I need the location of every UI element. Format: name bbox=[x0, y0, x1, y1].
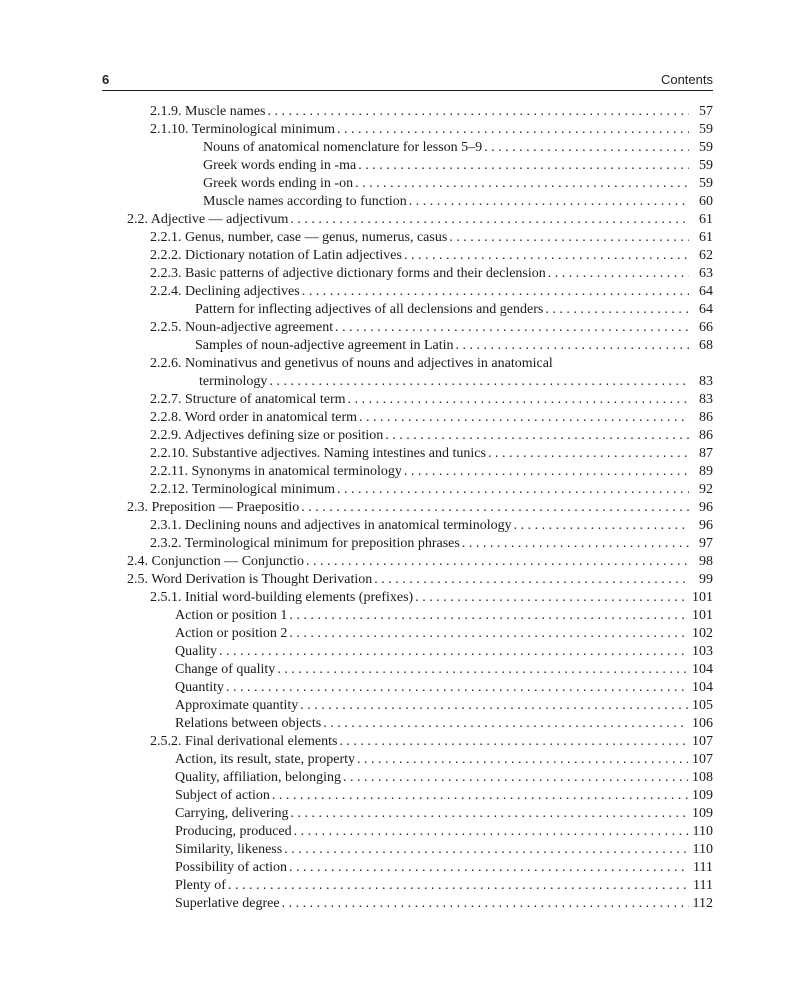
dot-leader bbox=[548, 266, 689, 282]
toc-entry[interactable] bbox=[175, 788, 713, 806]
dot-leader bbox=[456, 338, 689, 354]
toc-entry-page: 92 bbox=[699, 482, 713, 497]
toc-entry[interactable] bbox=[175, 806, 713, 824]
toc-entry[interactable] bbox=[195, 302, 713, 320]
toc-entry-title: 2.5.2. Final derivational elements bbox=[150, 734, 338, 749]
toc-entry[interactable] bbox=[127, 500, 713, 518]
toc-entry[interactable] bbox=[175, 752, 713, 770]
toc-entry[interactable] bbox=[150, 104, 713, 122]
toc-entry[interactable] bbox=[175, 608, 713, 626]
dot-leader bbox=[289, 608, 688, 624]
toc-entry-page: 59 bbox=[699, 122, 713, 137]
toc-entry-page: 86 bbox=[699, 428, 713, 443]
dot-leader bbox=[358, 158, 689, 174]
toc-entry-page: 89 bbox=[699, 464, 713, 479]
toc-entry-title: Quality, affiliation, belonging bbox=[175, 770, 342, 785]
toc-entry[interactable] bbox=[175, 698, 713, 716]
toc-entry-title: 2.1.9. Muscle names bbox=[150, 104, 266, 119]
dot-leader bbox=[409, 194, 689, 210]
toc-entry-page: 59 bbox=[699, 158, 713, 173]
dot-leader bbox=[404, 464, 689, 480]
dot-leader bbox=[302, 284, 689, 300]
dot-leader bbox=[228, 878, 689, 894]
toc-entry-title: Greek words ending in -on bbox=[203, 176, 354, 191]
toc-entry[interactable] bbox=[175, 878, 713, 896]
toc-entry-page: 107 bbox=[692, 752, 713, 767]
toc-entry-title: terminology bbox=[199, 374, 268, 389]
running-title: Contents bbox=[660, 72, 713, 87]
dot-leader bbox=[337, 482, 689, 498]
toc-entry[interactable] bbox=[203, 176, 713, 194]
toc-entry[interactable] bbox=[175, 824, 713, 842]
dot-leader bbox=[219, 644, 688, 660]
toc-entry-title: Samples of noun-adjective agreement in Latin bbox=[195, 338, 454, 353]
toc-entry-page: 101 bbox=[692, 590, 713, 605]
toc-entry[interactable] bbox=[175, 716, 713, 734]
toc-entry-title: 2.5. Word Derivation is Thought Derivation bbox=[127, 572, 373, 587]
toc-entry-page: 99 bbox=[699, 572, 713, 587]
dot-leader bbox=[488, 446, 689, 462]
dot-leader bbox=[335, 320, 689, 336]
toc-entry-page: 59 bbox=[699, 176, 713, 191]
toc-entry-title: 2.2.10. Substantive adjectives. Naming intestines and tunics bbox=[150, 446, 486, 461]
toc-entry-page: 96 bbox=[699, 518, 713, 533]
toc-entry-page: 63 bbox=[699, 266, 713, 281]
dot-leader bbox=[282, 896, 689, 912]
page-header bbox=[102, 72, 713, 91]
toc-entry[interactable] bbox=[127, 572, 713, 590]
toc-entry[interactable] bbox=[150, 464, 713, 482]
toc-entry-page: 102 bbox=[692, 626, 713, 641]
toc-entry-title: Action or position 2 bbox=[175, 626, 288, 641]
toc-entry-page: 109 bbox=[692, 788, 713, 803]
dot-leader bbox=[514, 518, 689, 534]
dot-leader bbox=[484, 140, 689, 156]
toc-entry-title: 2.2.5. Noun-adjective agreement bbox=[150, 320, 334, 335]
toc-entry-title: 2.2.1. Genus, number, case — genus, numerus, casus bbox=[150, 230, 448, 245]
dot-leader bbox=[272, 788, 688, 804]
dot-leader bbox=[449, 230, 689, 246]
toc-entry-title: 2.3. Preposition — Praepositio bbox=[127, 500, 300, 515]
toc-entry-title: Greek words ending in -ma bbox=[203, 158, 357, 173]
toc-entry[interactable] bbox=[199, 374, 713, 392]
dot-leader bbox=[300, 698, 688, 714]
dot-leader bbox=[415, 590, 688, 606]
toc-entry[interactable] bbox=[175, 644, 713, 662]
toc-entry-page: 98 bbox=[699, 554, 713, 569]
toc-entry-page: 62 bbox=[699, 248, 713, 263]
toc-entry-title: 2.2.8. Word order in anatomical term bbox=[150, 410, 357, 425]
toc-entry-page: 108 bbox=[692, 770, 713, 785]
toc-entry-page: 86 bbox=[699, 410, 713, 425]
toc-entry-title: Action or position 1 bbox=[175, 608, 288, 623]
toc-entry-page: 60 bbox=[699, 194, 713, 209]
dot-leader bbox=[343, 770, 688, 786]
dot-leader bbox=[294, 824, 689, 840]
dot-leader bbox=[545, 302, 689, 318]
toc-entry[interactable] bbox=[150, 734, 713, 752]
toc-entry-title: Muscle names according to function bbox=[203, 194, 407, 209]
toc-entry-page: 110 bbox=[692, 842, 713, 857]
toc-entry-title: 2.3.1. Declining nouns and adjectives in anatomical terminology bbox=[150, 518, 512, 533]
dot-leader bbox=[291, 806, 688, 822]
toc-entry[interactable] bbox=[150, 428, 713, 446]
toc-entry-title: 2.2.12. Terminological minimum bbox=[150, 482, 336, 497]
toc-entry-page: 97 bbox=[699, 536, 713, 551]
toc-entry-page: 83 bbox=[699, 374, 713, 389]
toc-entry-page: 68 bbox=[699, 338, 713, 353]
toc-entry-title: Possibility of action bbox=[175, 860, 287, 875]
toc-entry-title: Pattern for inflecting adjectives of all declensions and genders bbox=[195, 302, 544, 317]
toc-entry-title: 2.5.1. Initial word-building elements (prefixes) bbox=[150, 590, 414, 605]
toc-entry-page: 112 bbox=[692, 896, 713, 911]
toc-entry-page: 64 bbox=[699, 284, 713, 299]
toc-entry[interactable] bbox=[150, 446, 713, 464]
toc-entry-title: 2.1.10. Terminological minimum bbox=[150, 122, 336, 137]
toc-entry-page: 107 bbox=[692, 734, 713, 749]
toc-entry-page: 57 bbox=[699, 104, 713, 119]
toc-entry-page: 66 bbox=[699, 320, 713, 335]
toc-entry-title: Relations between objects bbox=[175, 716, 322, 731]
toc-entry[interactable] bbox=[203, 140, 713, 158]
toc-entry-page: 87 bbox=[699, 446, 713, 461]
toc-entry[interactable] bbox=[150, 230, 713, 248]
dot-leader bbox=[289, 626, 688, 642]
dot-leader bbox=[374, 572, 689, 588]
toc-entry-title: 2.2.3. Basic patterns of adjective dictionary forms and their declension bbox=[150, 266, 546, 281]
dot-leader bbox=[226, 680, 688, 696]
toc-entry-title: 2.2.7. Structure of anatomical term bbox=[150, 392, 346, 407]
toc-entry[interactable] bbox=[150, 248, 713, 266]
dot-leader bbox=[339, 734, 688, 750]
toc-entry[interactable] bbox=[150, 284, 713, 302]
toc-entry[interactable] bbox=[150, 518, 713, 536]
dot-leader bbox=[348, 392, 689, 408]
toc-entry[interactable] bbox=[175, 896, 713, 914]
toc-entry[interactable] bbox=[150, 392, 713, 410]
toc-entry[interactable] bbox=[150, 122, 713, 140]
toc-entry-title: Superlative degree bbox=[175, 896, 280, 911]
toc-entry-page: 104 bbox=[692, 662, 713, 677]
toc-entry-page: 83 bbox=[699, 392, 713, 407]
toc-entry-page: 106 bbox=[692, 716, 713, 731]
toc-entry-title: Carrying, delivering bbox=[175, 806, 289, 821]
dot-leader bbox=[359, 410, 689, 426]
dot-leader bbox=[337, 122, 689, 138]
toc-entry[interactable] bbox=[150, 482, 713, 500]
toc-entry[interactable] bbox=[127, 554, 713, 572]
dot-leader bbox=[284, 842, 688, 858]
toc-entry[interactable] bbox=[175, 662, 713, 680]
toc-entry[interactable] bbox=[127, 212, 713, 230]
toc-entry[interactable] bbox=[195, 338, 713, 356]
toc-entry-page: 110 bbox=[692, 824, 713, 839]
toc-entry[interactable] bbox=[150, 356, 713, 374]
toc-entry-title: Nouns of anatomical nomenclature for lesson 5–9 bbox=[203, 140, 483, 155]
toc-entry-title: Quality bbox=[175, 644, 217, 659]
toc-entry-page: 61 bbox=[699, 212, 713, 227]
toc-entry[interactable] bbox=[175, 626, 713, 644]
toc-entry-title: 2.2. Adjective — adjectivum bbox=[127, 212, 289, 227]
toc-entry-title: Change of quality bbox=[175, 662, 276, 677]
toc-entry[interactable] bbox=[203, 158, 713, 176]
dot-leader bbox=[301, 500, 689, 516]
toc-entry-title: 2.2.6. Nominativus and genetivus of nouns and adjectives in anatomical bbox=[150, 356, 553, 371]
toc-entry-title: Quantity bbox=[175, 680, 224, 695]
toc-entry-page: 109 bbox=[692, 806, 713, 821]
dot-leader bbox=[306, 554, 689, 570]
toc-entry-title: 2.2.9. Adjectives defining size or position bbox=[150, 428, 384, 443]
toc-entry[interactable] bbox=[203, 194, 713, 212]
toc-entry[interactable] bbox=[175, 842, 713, 860]
dot-leader bbox=[462, 536, 689, 552]
toc-entry-page: 105 bbox=[692, 698, 713, 713]
toc-entry-title: Subject of action bbox=[175, 788, 270, 803]
toc-entry[interactable] bbox=[175, 860, 713, 878]
dot-leader bbox=[357, 752, 688, 768]
toc-entry-title: Similarity, likeness bbox=[175, 842, 283, 857]
dot-leader bbox=[323, 716, 688, 732]
toc-entry[interactable] bbox=[175, 680, 713, 698]
toc-entry-title: Action, its result, state, property bbox=[175, 752, 356, 767]
toc-entry-page: 64 bbox=[699, 302, 713, 317]
dot-leader bbox=[269, 374, 689, 390]
toc-entry-page: 101 bbox=[692, 608, 713, 623]
toc-entry-page: 96 bbox=[699, 500, 713, 515]
page-number: 6 bbox=[102, 72, 110, 87]
dot-leader bbox=[277, 662, 688, 678]
dot-leader bbox=[289, 860, 689, 876]
toc-entry-title: 2.3.2. Terminological minimum for preposition phrases bbox=[150, 536, 460, 551]
toc-entry[interactable] bbox=[175, 770, 713, 788]
toc-entry-title: Plenty of bbox=[175, 878, 226, 893]
toc-entry[interactable] bbox=[150, 320, 713, 338]
dot-leader bbox=[355, 176, 689, 192]
toc-entry-title: 2.2.4. Declining adjectives bbox=[150, 284, 300, 299]
dot-leader bbox=[385, 428, 689, 444]
toc-entry[interactable] bbox=[150, 590, 713, 608]
toc-entry-page: 103 bbox=[692, 644, 713, 659]
toc-entry-title: 2.2.2. Dictionary notation of Latin adjectives bbox=[150, 248, 402, 263]
toc-entry-title: 2.2.11. Synonyms in anatomical terminology bbox=[150, 464, 402, 479]
toc-entry-page: 104 bbox=[692, 680, 713, 695]
toc-entry[interactable] bbox=[150, 536, 713, 554]
dot-leader bbox=[404, 248, 689, 264]
toc-entry-page: 111 bbox=[693, 860, 713, 875]
toc-entry-page: 111 bbox=[693, 878, 713, 893]
toc-entry[interactable] bbox=[150, 410, 713, 428]
toc-entry-page: 59 bbox=[699, 140, 713, 155]
dot-leader bbox=[290, 212, 689, 228]
toc-entry-title: Approximate quantity bbox=[175, 698, 299, 713]
toc-entry-page: 61 bbox=[699, 230, 713, 245]
toc-entry-title: Producing, produced bbox=[175, 824, 292, 839]
dot-leader bbox=[267, 104, 689, 120]
toc-entry-title: 2.4. Conjunction — Conjunctio bbox=[127, 554, 304, 569]
toc-entry[interactable] bbox=[150, 266, 713, 284]
